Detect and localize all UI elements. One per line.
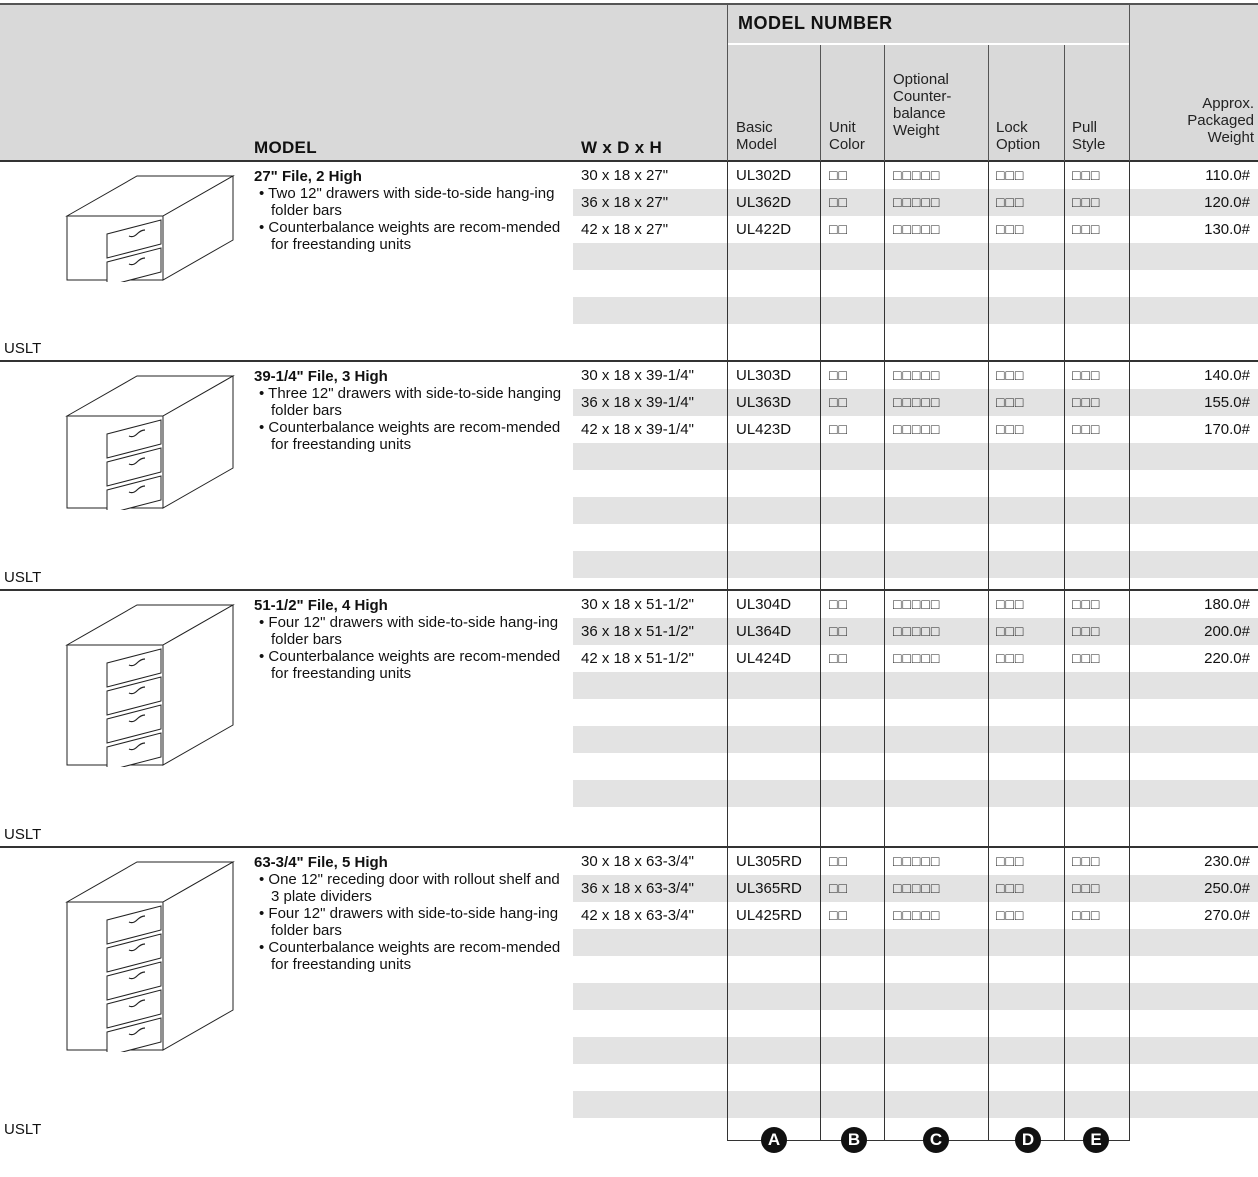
unit-color-boxes: □□ [829, 221, 848, 237]
bullet-dot: • [259, 648, 269, 665]
bullet-text: Four 12" drawers with side-to-side hang-ing folder bars [268, 614, 559, 648]
table-row-stripe [573, 672, 1258, 699]
counterbalance-boxes: □□□□□ [893, 596, 941, 612]
table-row-stripe [573, 780, 1258, 807]
counterbalance-boxes: □□□□□ [893, 167, 941, 183]
column-divider [1064, 45, 1065, 161]
counterbalance-boxes: □□□□□ [893, 421, 941, 437]
column-divider [988, 848, 989, 1141]
basic-model-cell: UL364D [736, 623, 792, 640]
column-divider [884, 848, 885, 1141]
series-label: USLT [4, 826, 42, 843]
column-divider [820, 848, 821, 1141]
basic-model-cell: UL302D [736, 167, 792, 184]
lock-option-boxes: □□□ [996, 907, 1025, 923]
bullet-text: Counterbalance weights are recom-mended for freestanding units [268, 219, 561, 253]
bullet-text: Counterbalance weights are recom-mended for freestanding units [268, 419, 561, 453]
lock-option-boxes: □□□ [996, 880, 1025, 896]
column-divider [1129, 4, 1130, 161]
basic-model-cell: UL424D [736, 650, 792, 667]
pull-style-boxes: □□□ [1072, 650, 1101, 666]
basic-model-header: Basic Model [736, 119, 777, 153]
column-divider [727, 848, 728, 1141]
lateral-file-cabinet-illustration [65, 603, 235, 767]
basic-model-cell: UL363D [736, 394, 792, 411]
pull-style-boxes: □□□ [1072, 623, 1101, 639]
product-description [254, 168, 572, 253]
bullet-dot: • [259, 385, 269, 402]
lock-option-boxes: □□□ [996, 853, 1025, 869]
packaged-weight-cell: 140.0# [1204, 367, 1250, 384]
pull-style-boxes: □□□ [1072, 167, 1101, 183]
packaged-weight-cell: 155.0# [1204, 394, 1250, 411]
table-row-stripe [573, 443, 1258, 470]
product-title: 63-3/4" File, 5 High [254, 854, 388, 871]
lock-option-boxes: □□□ [996, 650, 1025, 666]
basic-model-cell: UL365RD [736, 880, 802, 897]
bullet-dot: • [259, 871, 269, 888]
column-divider [884, 591, 885, 848]
counterbalance-boxes: □□□□□ [893, 221, 941, 237]
bullet-text: One 12" receding door with rollout shelf and 3 plate dividers [268, 871, 560, 905]
lock-option-boxes: □□□ [996, 167, 1025, 183]
lateral-file-cabinet-illustration [65, 174, 235, 282]
column-divider [1129, 162, 1130, 362]
header-rule [0, 160, 1258, 162]
column-divider [884, 45, 885, 161]
bullet-text: Two 12" drawers with side-to-side hang-ing folder bars [268, 185, 555, 219]
column-divider [884, 362, 885, 591]
basic-model-cell: UL304D [736, 596, 792, 613]
counterbalance-boxes: □□□□□ [893, 880, 941, 896]
model-number-divider [727, 43, 1129, 45]
pull-style-boxes: □□□ [1072, 853, 1101, 869]
unit-color-boxes: □□ [829, 367, 848, 383]
lock-option-header: Lock Option [996, 119, 1041, 153]
counterbalance-boxes: □□□□□ [893, 907, 941, 923]
unit-color-boxes: □□ [829, 853, 848, 869]
column-divider [988, 362, 989, 591]
column-divider [1129, 591, 1130, 848]
packaged-weight-cell: 200.0# [1204, 623, 1250, 640]
table-row-stripe [573, 297, 1258, 324]
pull-style-boxes: □□□ [1072, 221, 1101, 237]
column-divider [1129, 848, 1130, 1141]
packaged-weight-cell: 230.0# [1204, 853, 1250, 870]
packaged-weight-cell: 120.0# [1204, 194, 1250, 211]
pull-style-header: Pull Style [1072, 119, 1106, 153]
series-label: USLT [4, 1121, 42, 1138]
column-divider [1064, 362, 1065, 591]
table-row-stripe [573, 726, 1258, 753]
column-divider [727, 591, 728, 848]
unit-color-boxes: □□ [829, 880, 848, 896]
bullet-dot: • [259, 219, 269, 236]
dimensions-cell: 36 x 18 x 51-1/2" [581, 623, 694, 640]
pull-style-boxes: □□□ [1072, 880, 1101, 896]
column-marker-a: A [761, 1127, 787, 1153]
table-row-stripe [573, 1091, 1258, 1118]
basic-model-cell: UL303D [736, 367, 792, 384]
pull-style-boxes: □□□ [1072, 907, 1101, 923]
column-marker-b: B [841, 1127, 867, 1153]
product-title: 39-1/4" File, 3 High [254, 368, 388, 385]
feature-bullet [254, 905, 572, 939]
unit-color-boxes: □□ [829, 650, 848, 666]
lock-option-boxes: □□□ [996, 394, 1025, 410]
dimensions-cell: 42 x 18 x 51-1/2" [581, 650, 694, 667]
column-divider [1064, 848, 1065, 1141]
basic-model-cell: UL422D [736, 221, 792, 238]
dimensions-cell: 30 x 18 x 51-1/2" [581, 596, 694, 613]
lock-option-boxes: □□□ [996, 221, 1025, 237]
packaged-weight-cell: 180.0# [1204, 596, 1250, 613]
basic-model-cell: UL362D [736, 194, 792, 211]
table-row-stripe [573, 243, 1258, 270]
column-divider [820, 362, 821, 591]
dimensions-cell: 30 x 18 x 27" [581, 167, 669, 184]
column-divider [1129, 362, 1130, 591]
dimensions-cell: 42 x 18 x 39-1/4" [581, 421, 694, 438]
dimensions-cell: 42 x 18 x 63-3/4" [581, 907, 694, 924]
series-label: USLT [4, 340, 42, 357]
basic-model-cell: UL305RD [736, 853, 802, 870]
feature-bullet [254, 939, 572, 973]
model-number-heading: MODEL NUMBER [738, 13, 893, 33]
lateral-file-cabinet-illustration [65, 860, 235, 1052]
counterbalance-boxes: □□□□□ [893, 650, 941, 666]
lock-option-boxes: □□□ [996, 623, 1025, 639]
bullet-dot: • [259, 939, 269, 956]
series-label: USLT [4, 569, 42, 586]
dimensions-cell: 36 x 18 x 27" [581, 194, 669, 211]
dimensions-cell: 30 x 18 x 39-1/4" [581, 367, 694, 384]
dimensions-cell: 30 x 18 x 63-3/4" [581, 853, 694, 870]
dimensions-cell: 36 x 18 x 63-3/4" [581, 880, 694, 897]
feature-bullet [254, 648, 572, 682]
column-divider [820, 45, 821, 161]
feature-bullet [254, 185, 572, 219]
dimensions-cell: 36 x 18 x 39-1/4" [581, 394, 694, 411]
product-description [254, 854, 572, 973]
basic-model-cell: UL425RD [736, 907, 802, 924]
packaged-weight-header: Approx. Packaged Weight [1187, 95, 1254, 146]
counterbalance-boxes: □□□□□ [893, 194, 941, 210]
pull-style-boxes: □□□ [1072, 394, 1101, 410]
table-row-stripe [573, 929, 1258, 956]
counterbalance-weight-header: Optional Counter- balance Weight [893, 71, 952, 139]
packaged-weight-cell: 110.0# [1205, 167, 1250, 184]
packaged-weight-cell: 270.0# [1204, 907, 1250, 924]
feature-bullet [254, 871, 572, 905]
lock-option-boxes: □□□ [996, 421, 1025, 437]
column-divider [988, 45, 989, 161]
product-description [254, 597, 572, 682]
header-top-rule [0, 3, 1258, 5]
model-column-header: MODEL [254, 138, 317, 157]
pull-style-boxes: □□□ [1072, 367, 1101, 383]
dimensions-column-header: W x D x H [581, 138, 663, 157]
column-divider [884, 162, 885, 362]
unit-color-boxes: □□ [829, 596, 848, 612]
pull-style-boxes: □□□ [1072, 421, 1101, 437]
packaged-weight-cell: 220.0# [1204, 650, 1250, 667]
packaged-weight-cell: 250.0# [1204, 880, 1250, 897]
column-divider [820, 591, 821, 848]
basic-model-cell: UL423D [736, 421, 792, 438]
unit-color-boxes: □□ [829, 421, 848, 437]
column-divider [727, 162, 728, 362]
dimensions-cell: 42 x 18 x 27" [581, 221, 669, 238]
counterbalance-boxes: □□□□□ [893, 853, 941, 869]
bullet-text: Counterbalance weights are recom-mended for freestanding units [268, 939, 561, 973]
lateral-file-cabinet-illustration [65, 374, 235, 510]
pull-style-boxes: □□□ [1072, 596, 1101, 612]
column-divider [1064, 591, 1065, 848]
bullet-dot: • [259, 905, 269, 922]
unit-color-boxes: □□ [829, 394, 848, 410]
product-title: 27" File, 2 High [254, 168, 362, 185]
bullet-dot: • [259, 419, 269, 436]
counterbalance-boxes: □□□□□ [893, 367, 941, 383]
feature-bullet [254, 219, 572, 253]
column-divider [988, 162, 989, 362]
column-marker-d: D [1015, 1127, 1041, 1153]
feature-bullet [254, 614, 572, 648]
feature-bullet [254, 385, 572, 419]
counterbalance-boxes: □□□□□ [893, 394, 941, 410]
lock-option-boxes: □□□ [996, 596, 1025, 612]
column-marker-e: E [1083, 1127, 1109, 1153]
table-row-stripe [573, 551, 1258, 578]
bullet-dot: • [259, 185, 269, 202]
product-description [254, 368, 572, 453]
lock-option-boxes: □□□ [996, 367, 1025, 383]
bullet-text: Three 12" drawers with side-to-side hanging folder bars [268, 385, 562, 419]
packaged-weight-cell: 170.0# [1204, 421, 1250, 438]
counterbalance-boxes: □□□□□ [893, 623, 941, 639]
table-row-stripe [573, 1037, 1258, 1064]
feature-bullet [254, 419, 572, 453]
column-divider [727, 4, 728, 161]
table-row-stripe [573, 983, 1258, 1010]
bullet-text: Four 12" drawers with side-to-side hang-ing folder bars [268, 905, 559, 939]
column-divider [727, 362, 728, 591]
table-row-stripe [573, 497, 1258, 524]
bullet-text: Counterbalance weights are recom-mended for freestanding units [268, 648, 561, 682]
unit-color-boxes: □□ [829, 623, 848, 639]
lock-option-boxes: □□□ [996, 194, 1025, 210]
unit-color-boxes: □□ [829, 907, 848, 923]
product-title: 51-1/2" File, 4 High [254, 597, 388, 614]
unit-color-boxes: □□ [829, 194, 848, 210]
packaged-weight-cell: 130.0# [1204, 221, 1250, 238]
bullet-dot: • [259, 614, 269, 631]
column-divider [820, 162, 821, 362]
unit-color-boxes: □□ [829, 167, 848, 183]
unit-color-header: Unit Color [829, 119, 865, 153]
column-divider [1064, 162, 1065, 362]
column-marker-c: C [923, 1127, 949, 1153]
column-divider [988, 591, 989, 848]
pull-style-boxes: □□□ [1072, 194, 1101, 210]
